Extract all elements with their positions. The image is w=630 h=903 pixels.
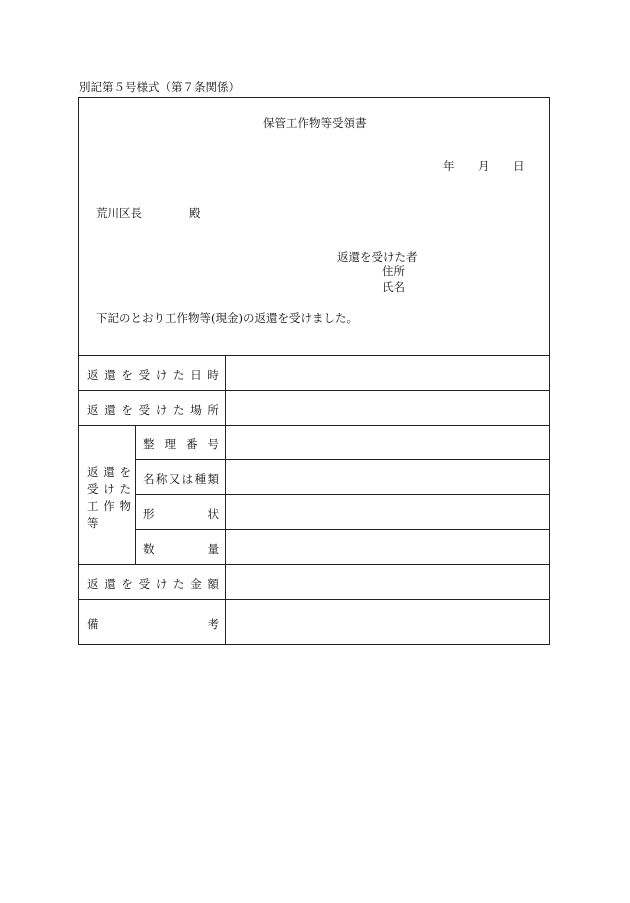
form-title: 保管工作物等受領書 — [263, 116, 367, 130]
name-or-type-value[interactable] — [226, 460, 548, 494]
name-or-type-label: 名 称 又 は 種 類 — [143, 472, 219, 486]
reference-number-label: 整 理 番 号 — [143, 437, 219, 451]
remarks-value[interactable] — [226, 600, 548, 644]
honorific: 殿 — [189, 206, 201, 220]
addressee: 荒川区長 — [96, 206, 142, 220]
address-label: 住所 — [382, 264, 405, 278]
return-place-value[interactable] — [226, 391, 548, 425]
name-label: 氏名 — [382, 280, 405, 294]
recipient-heading: 返還を受けた者 — [337, 250, 418, 264]
date-day-label: 日 — [513, 159, 525, 173]
quantity-label: 数 量 — [143, 542, 219, 556]
return-datetime-value[interactable] — [226, 356, 548, 390]
date-year-label: 年 — [443, 159, 455, 173]
return-datetime-label: 返 還 を 受 け た 日 時 — [87, 368, 219, 382]
remarks-label: 備 考 — [87, 617, 219, 631]
shape-label: 形 状 — [143, 507, 219, 521]
quantity-value[interactable] — [226, 530, 548, 564]
receipt-form — [78, 97, 550, 645]
form-number-label: 別記第５号様式（第７条関係） — [79, 80, 240, 94]
return-amount-label: 返 還 を 受 け た 金 額 — [87, 577, 219, 591]
receipt-statement: 下記のとおり工作物等(現金)の返還を受けました。 — [96, 311, 358, 325]
returned-items-group-label: 返 還 を 受 け た 工 作 物 等 — [87, 465, 131, 530]
return-place-label: 返 還 を 受 け た 場 所 — [87, 403, 219, 417]
reference-number-value[interactable] — [226, 426, 548, 459]
return-amount-value[interactable] — [226, 565, 548, 599]
group-column-rule — [135, 425, 136, 564]
shape-value[interactable] — [226, 495, 548, 529]
date-month-label: 月 — [478, 159, 490, 173]
